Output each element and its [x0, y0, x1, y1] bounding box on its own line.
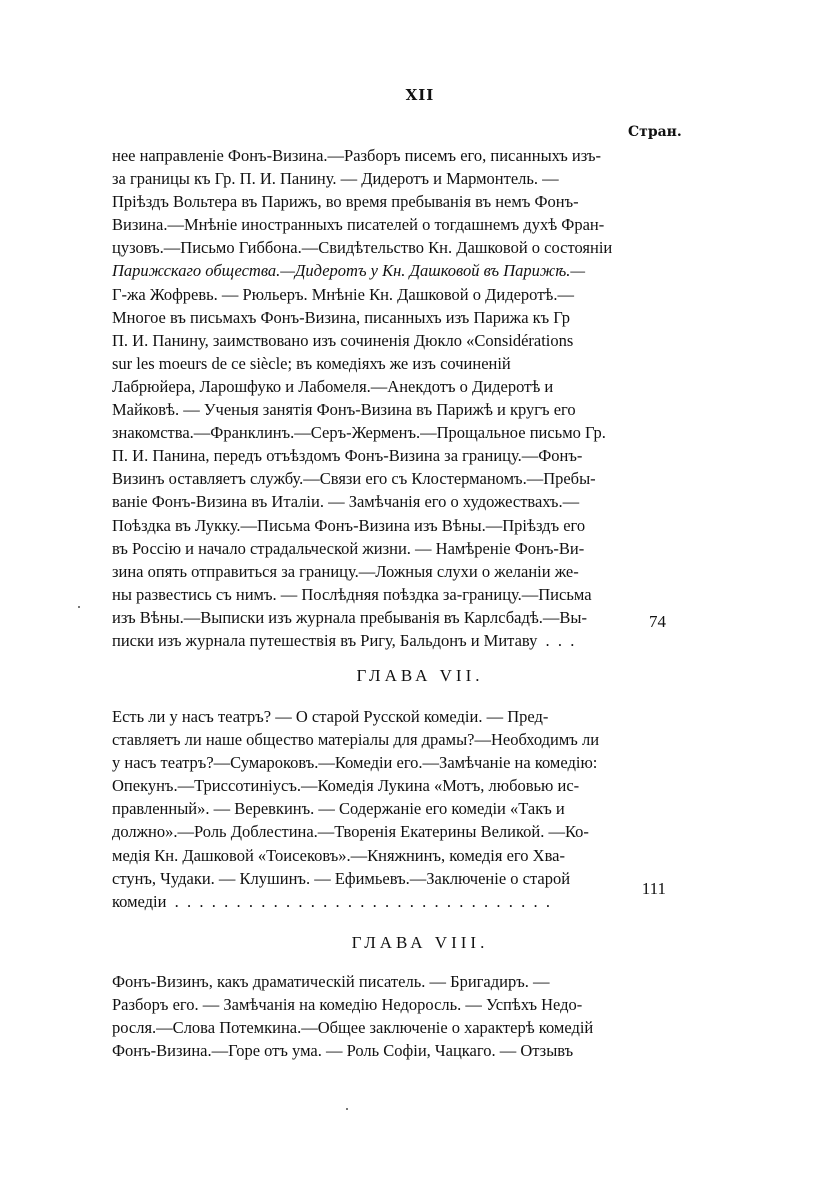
chapter-heading: ГЛАВА VIII.: [351, 933, 489, 952]
line-text: sur les moeurs de ce siècle; въ комедіяхъ же изъ сочиненій: [112, 353, 511, 373]
text-line: [112, 1039, 598, 1062]
line-text: цузовъ.—Письмо Гиббона.—Свидѣтельство Кн. Дашковой о состояніи: [112, 238, 613, 258]
text-line: [112, 844, 598, 867]
line-text: Пріѣздъ Вольтера въ Парижъ, во время пребыванія въ немъ Фонъ-: [112, 192, 579, 212]
column-heading: Стран.: [628, 124, 682, 140]
text-line: [112, 490, 598, 513]
line-text: стунъ, Чудаки. — Клушинъ. — Ефимьевъ.—Заключеніе о старой: [112, 868, 571, 888]
text-line: [112, 970, 598, 993]
line-text: Парижскаго общества.—Дидеротъ у Кн. Дашковой въ Парижѣ.—: [112, 261, 586, 281]
line-text: П. И. Панину, заимствовано изъ сочиненія Дюкло «Considérations: [112, 330, 574, 350]
line-text: Визина.—Мнѣніе иностранныхъ писателей о тогдашнемъ духѣ Фран-: [112, 215, 605, 235]
line-text: должно».—Роль Доблестина.—Творенія Екатерины Великой. —Ко-: [112, 822, 589, 842]
text-line: [112, 583, 598, 606]
dot-leader: . . .: [541, 630, 575, 650]
line-text: ны развестись съ нимъ. — Послѣдняя поѣздка за-границу.—Письма: [112, 584, 592, 604]
page-reference: 74: [649, 612, 666, 631]
scan-speck: [78, 606, 80, 608]
text-line-with-leader: [112, 629, 598, 652]
text-line: [112, 820, 598, 843]
text-line: [112, 375, 598, 398]
line-text: знакомства.—Франклинъ.—Серъ-Жерменъ.—Прощальное письмо Гр.: [112, 423, 606, 443]
text-line: [112, 352, 598, 375]
text-line: [112, 560, 598, 583]
text-line: [112, 1016, 598, 1039]
text-line: [112, 259, 598, 282]
toc-entry-chapter-8: [112, 970, 598, 1062]
toc-entry-chapter-7: [112, 705, 598, 913]
text-line-with-leader: [112, 890, 598, 913]
text-line: [112, 514, 598, 537]
line-text: Визинъ оставляетъ службу.—Связи его съ Клостерманомъ.—Пребы-: [112, 469, 596, 489]
text-line: [112, 190, 598, 213]
chapter-heading: ГЛАВА VII.: [356, 666, 484, 685]
line-text: Лабрюйера, Ларошфуко и Лабомеля.—Анекдотъ о Дидеротѣ и: [112, 376, 554, 396]
line-text: за границы къ Гр. П. И. Панину. — Дидеротъ и Мармонтель. —: [112, 169, 559, 189]
text-line: [112, 705, 598, 728]
line-text: комедіи: [112, 891, 167, 911]
text-line: [112, 167, 598, 190]
line-text: Многое въ письмахъ Фонъ-Визина, писанныхъ изъ Парижа къ Гр: [112, 307, 571, 327]
text-line: [112, 144, 602, 167]
line-text: медія Кн. Дашковой «Тоисековъ».—Княжнинъ, комедія его Хва-: [112, 845, 565, 865]
line-text: у насъ театръ?—Сумароковъ.—Комедіи его.—Замѣчаніе на комедію:: [112, 753, 598, 773]
text-line: [112, 236, 613, 259]
line-text: Разборъ его. — Замѣчанія на комедію Недоросль. — Успѣхъ Недо-: [112, 995, 583, 1015]
scan-speck: [346, 1108, 348, 1110]
line-text: Г-жа Жофревь. — Рюльеръ. Мнѣніе Кн. Дашковой о Дидеротѣ.—: [112, 284, 574, 304]
line-text: Есть ли у насъ театръ? — О старой Русской комедіи. — Пред-: [112, 707, 549, 726]
text-line: [112, 537, 598, 560]
line-text: Фонъ-Визинъ, какъ драматическій писатель. — Бригадиръ. —: [112, 972, 550, 991]
line-text: нее направленіе Фонъ-Визина.—Разборъ писемъ его, писанныхъ изъ-: [112, 146, 602, 165]
text-line: [112, 606, 598, 629]
line-text: ваніе Фонъ-Визина въ Италіи. — Замѣчанія его о художествахъ.—: [112, 492, 580, 512]
line-text: изъ Вѣны.—Выписки изъ журнала пребыванія въ Карлсбадѣ.—Вы-: [112, 607, 588, 627]
page-number: XII: [405, 86, 435, 104]
text-line: [112, 467, 598, 490]
dot-leader: . . . . . . . . . . . . . . . . . . . . . . . . . . . . . . .: [170, 891, 550, 911]
text-line: [112, 213, 605, 236]
line-text: П. И. Панина, передъ отъѣздомъ Фонъ-Визина за границу.—Фонъ-: [112, 446, 583, 466]
line-text: Опекунъ.—Триссотиніусъ.—Комедія Лукина «Мотъ, любовью ис-: [112, 776, 580, 796]
text-line: [112, 421, 606, 444]
text-line: [112, 774, 598, 797]
text-line: [112, 797, 598, 820]
text-line: [112, 751, 598, 774]
page-reference: 111: [641, 879, 666, 898]
line-text: ставляетъ ли наше общество матеріалы для драмы?—Необходимъ ли: [112, 730, 600, 750]
line-text: Фонъ-Визина.—Горе отъ ума. — Роль Софіи, Чацкаго. — Отзывъ: [112, 1041, 574, 1061]
line-text: Поѣздка въ Лукку.—Письма Фонъ-Визина изъ Вѣны.—Пріѣздъ его: [112, 515, 586, 535]
text-line: [112, 398, 598, 421]
toc-entry-continued: [112, 144, 613, 652]
line-text: зина опять отправиться за границу.—Ложныя слухи о желаніи же-: [112, 561, 579, 581]
line-text: Майковѣ. — Ученыя занятія Фонъ-Визина въ Парижѣ и кругъ его: [112, 400, 576, 420]
line-text: правленный». — Веревкинъ. — Содержаніе его комедіи «Такъ и: [112, 799, 565, 819]
text-line: [112, 993, 598, 1016]
text-line: [112, 306, 598, 329]
text-line: [112, 728, 598, 751]
text-line: [112, 444, 598, 467]
line-text: росля.—Слова Потемкина.—Общее заключеніе о характерѣ комедій: [112, 1018, 594, 1038]
text-line: [112, 283, 598, 306]
text-line: [112, 867, 598, 890]
line-text: въ Россію и начало страдальческой жизни. — Намѣреніе Фонъ-Ви-: [112, 538, 585, 558]
line-text: писки изъ журнала путешествія въ Ригу, Бальдонъ и Митаву: [112, 630, 538, 650]
text-line: [112, 329, 598, 352]
